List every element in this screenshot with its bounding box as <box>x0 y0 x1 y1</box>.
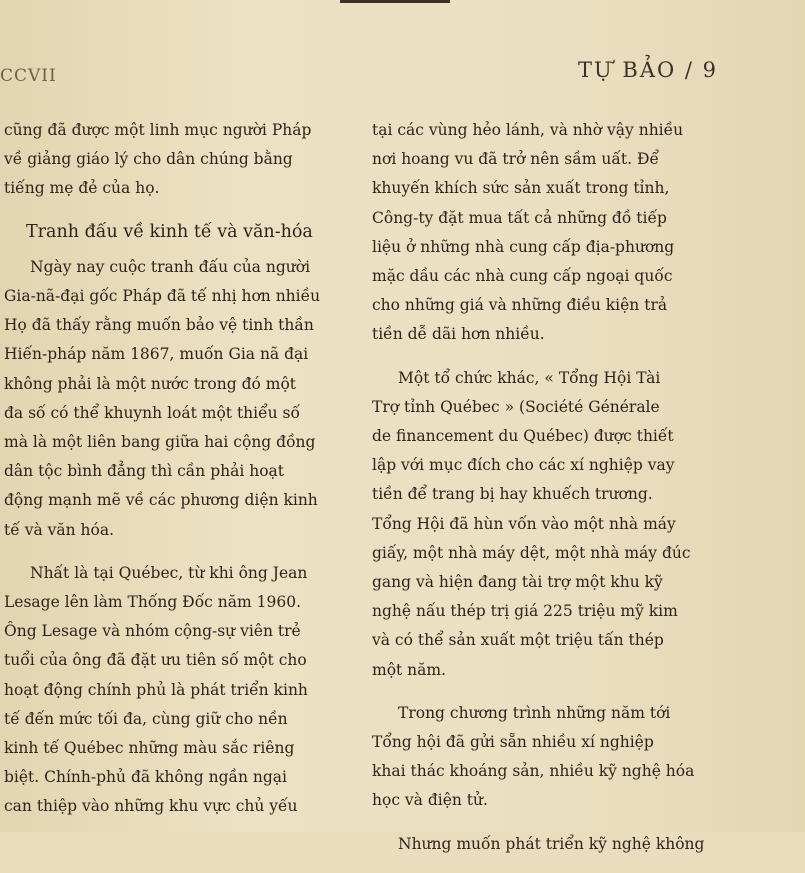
right-paragraph-4 <box>372 830 724 859</box>
text-line: về giảng giáo lý cho dân chúng bằng <box>4 150 293 169</box>
text-line: Hiến-pháp năm 1867, muốn Gia nã đại <box>4 345 309 364</box>
text-line: de financement du Québec) được thiết <box>372 427 674 446</box>
text-line: Tổng Hội đã hùn vốn vào một nhà máy <box>372 514 676 533</box>
left-paragraph-1 <box>4 116 356 204</box>
text-line: lập với mục đích cho các xí nghiệp vay <box>372 456 675 475</box>
text-line: cũng đã được một linh mục người Pháp <box>4 121 312 139</box>
text-line: hoạt động chính phủ là phát triển kinh <box>4 680 308 699</box>
text-line: một năm. <box>372 660 447 679</box>
text-line: tế và văn hóa. <box>4 520 115 539</box>
text-line: mặc dầu các nhà cung cấp ngoại quốc <box>372 267 673 286</box>
text-line: cho những giá và những điều kiện trả <box>372 296 668 315</box>
right-column <box>372 116 724 873</box>
text-line: tiền để trang bị hay khuếch trương. <box>372 485 653 504</box>
left-column <box>4 116 356 836</box>
text-line: tuổi của ông đã đặt ưu tiên số một cho <box>4 651 307 670</box>
text-line: tiền dễ dãi hơn nhiều. <box>372 325 545 344</box>
left-paragraph-3 <box>4 559 356 822</box>
right-paragraph-1 <box>372 116 724 350</box>
text-line: đa số có thể khuynh loát một thiểu số <box>4 403 300 422</box>
text-line: Tổng hội đã gửi sẵn nhiều xí nghiệp <box>372 733 654 752</box>
text-line: Trợ tỉnh Québec » (Société Générale <box>372 397 660 416</box>
text-line: nơi hoang vu đã trở nên sầm uất. Để <box>372 150 659 169</box>
right-paragraph-3 <box>372 699 724 816</box>
text-line: Họ đã thấy rằng muốn bảo vệ tinh thần <box>4 316 314 335</box>
text-line: Công-ty đặt mua tất cả những đồ tiếp <box>372 208 667 227</box>
text-line: khuyến khích sức sản xuất trong tỉnh, <box>372 179 670 198</box>
text-line: kinh tế Québec những màu sắc riêng <box>4 739 295 758</box>
text-line: Lesage lên làm Thống Đốc năm 1960. <box>4 593 302 612</box>
text-line: liệu ở những nhà cung cấp địa-phương <box>372 237 675 256</box>
text-line: Nhất là tại Québec, từ khi ông Jean <box>30 563 308 582</box>
text-line: tại các vùng hẻo lánh, và nhờ vậy nhiều <box>372 121 684 139</box>
text-line: Ông Lesage và nhóm cộng-sự viên trẻ <box>4 622 301 641</box>
text-line: tế đến mức tối đa, cùng giữ cho nền <box>4 709 288 728</box>
text-line: mà là một liên bang giữa hai cộng đồng <box>4 433 316 452</box>
text-line: Gia-nã-đại gốc Pháp đã tế nhị hơn nhiều <box>4 287 321 306</box>
text-line: Nhưng muốn phát triển kỹ nghệ không <box>398 834 705 853</box>
text-line: và có thể sản xuất một triệu tấn thép <box>372 631 664 650</box>
text-line: nghệ nấu thép trị giá 225 triệu mỹ kim <box>372 602 678 621</box>
left-paragraph-2 <box>4 253 356 545</box>
text-line: biệt. Chính-phủ đã không ngần ngại <box>4 768 287 787</box>
right-paragraph-2 <box>372 364 724 685</box>
text-line: học và điện tử. <box>372 791 488 810</box>
text-line: gang và hiện đang tài trợ một khu kỹ <box>372 573 663 592</box>
text-line: không phải là một nước trong đó một <box>4 374 297 393</box>
text-line: Ngày nay cuộc tranh đấu của người <box>30 257 311 276</box>
page-header-left: CCVII <box>0 66 57 86</box>
page-header-right: TỰ BẢO / 9 <box>578 58 718 82</box>
text-line: Trong chương trình những năm tới <box>398 703 671 722</box>
section-heading: Tranh đấu về kinh tế và văn-hóa <box>26 221 313 242</box>
text-line: giấy, một nhà máy dệt, một nhà máy đúc <box>372 543 691 562</box>
text-line: Một tổ chức khác, « Tổng Hội Tài <box>398 368 661 387</box>
text-line: tiếng mẹ đẻ của họ. <box>4 179 160 198</box>
text-line: dân tộc bình đẳng thì cần phải hoạt <box>4 462 285 481</box>
text-line: can thiệp vào những khu vực chủ yếu <box>4 797 298 816</box>
top-rule <box>340 0 450 3</box>
text-line: động mạnh mẽ về các phương diện kinh <box>4 491 318 510</box>
text-line: khai thác khoáng sản, nhiều kỹ nghệ hóa <box>372 762 695 781</box>
